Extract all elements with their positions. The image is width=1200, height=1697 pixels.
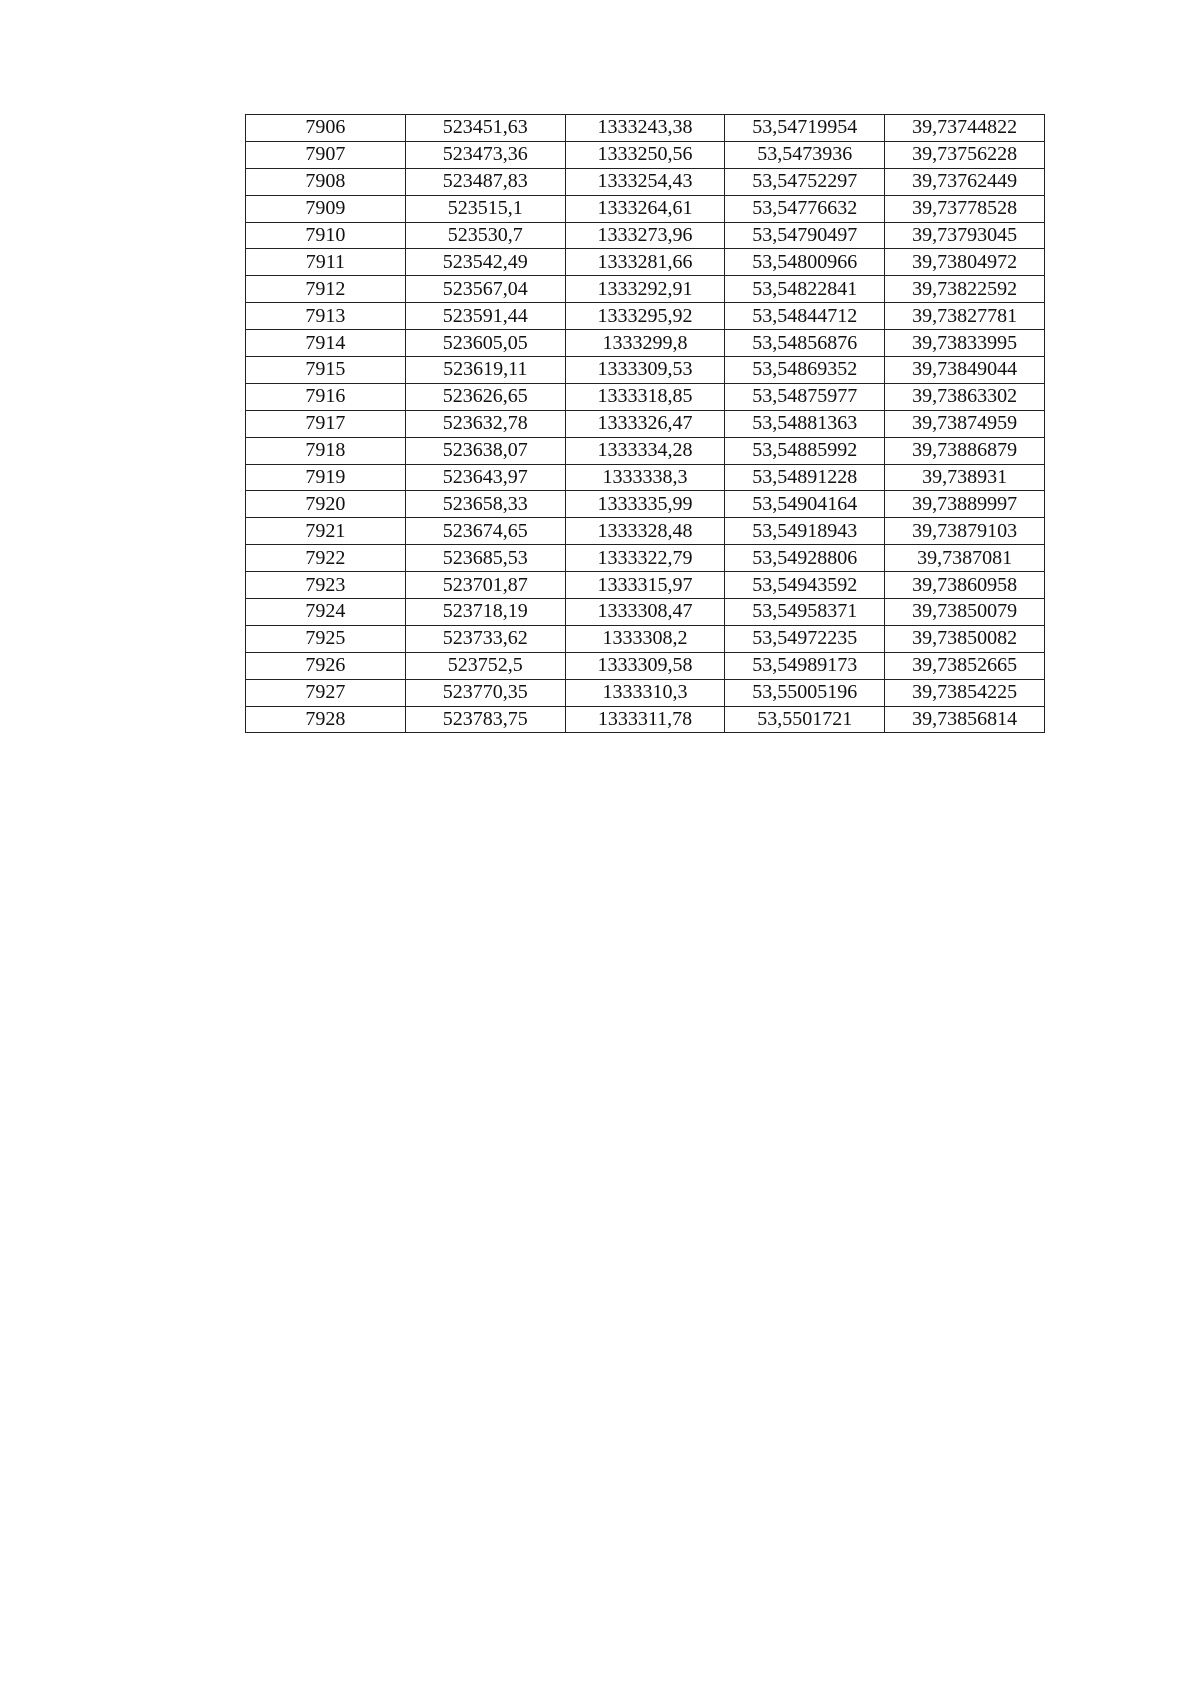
longitude-cell: 39,73822592: [885, 276, 1045, 303]
point-number-cell: 7922: [246, 545, 406, 572]
point-number-cell: 7910: [246, 222, 406, 249]
longitude-cell: 39,73854225: [885, 679, 1045, 706]
latitude-cell: 53,54844712: [725, 303, 885, 330]
point-number-cell: 7914: [246, 330, 406, 357]
y-coordinate-cell: 1333309,58: [565, 652, 725, 679]
y-coordinate-cell: 1333326,47: [565, 410, 725, 437]
x-coordinate-cell: 523473,36: [405, 141, 565, 168]
longitude-cell: 39,73833995: [885, 330, 1045, 357]
x-coordinate-cell: 523718,19: [405, 599, 565, 626]
longitude-cell: 39,73762449: [885, 168, 1045, 195]
table-row: [246, 195, 1045, 222]
point-number-cell: 7909: [246, 195, 406, 222]
x-coordinate-cell: 523685,53: [405, 545, 565, 572]
y-coordinate-cell: 1333308,2: [565, 625, 725, 652]
table-row: [246, 625, 1045, 652]
table-row: [246, 303, 1045, 330]
table-row: [246, 410, 1045, 437]
y-coordinate-cell: 1333334,28: [565, 437, 725, 464]
y-coordinate-cell: 1333243,38: [565, 115, 725, 142]
latitude-cell: 53,54918943: [725, 518, 885, 545]
coordinates-table: [245, 114, 1045, 733]
table-row: [246, 652, 1045, 679]
point-number-cell: 7913: [246, 303, 406, 330]
latitude-cell: 53,54989173: [725, 652, 885, 679]
longitude-cell: 39,73863302: [885, 383, 1045, 410]
point-number-cell: 7917: [246, 410, 406, 437]
point-number-cell: 7906: [246, 115, 406, 142]
longitude-cell: 39,73886879: [885, 437, 1045, 464]
x-coordinate-cell: 523567,04: [405, 276, 565, 303]
longitude-cell: 39,73827781: [885, 303, 1045, 330]
latitude-cell: 53,54943592: [725, 572, 885, 599]
longitude-cell: 39,73849044: [885, 357, 1045, 384]
table-row: [246, 276, 1045, 303]
table-row: [246, 330, 1045, 357]
latitude-cell: 53,54885992: [725, 437, 885, 464]
latitude-cell: 53,5473936: [725, 141, 885, 168]
x-coordinate-cell: 523733,62: [405, 625, 565, 652]
y-coordinate-cell: 1333281,66: [565, 249, 725, 276]
x-coordinate-cell: 523451,63: [405, 115, 565, 142]
y-coordinate-cell: 1333295,92: [565, 303, 725, 330]
latitude-cell: 53,54752297: [725, 168, 885, 195]
table-row: [246, 491, 1045, 518]
point-number-cell: 7925: [246, 625, 406, 652]
y-coordinate-cell: 1333311,78: [565, 706, 725, 733]
table-row: [246, 599, 1045, 626]
table-row: [246, 141, 1045, 168]
point-number-cell: 7916: [246, 383, 406, 410]
y-coordinate-cell: 1333310,3: [565, 679, 725, 706]
x-coordinate-cell: 523783,75: [405, 706, 565, 733]
table-body: [246, 115, 1045, 733]
longitude-cell: 39,73850082: [885, 625, 1045, 652]
point-number-cell: 7911: [246, 249, 406, 276]
longitude-cell: 39,73756228: [885, 141, 1045, 168]
y-coordinate-cell: 1333309,53: [565, 357, 725, 384]
latitude-cell: 53,5501721: [725, 706, 885, 733]
longitude-cell: 39,73744822: [885, 115, 1045, 142]
point-number-cell: 7923: [246, 572, 406, 599]
point-number-cell: 7924: [246, 599, 406, 626]
x-coordinate-cell: 523674,65: [405, 518, 565, 545]
x-coordinate-cell: 523626,65: [405, 383, 565, 410]
longitude-cell: 39,7387081: [885, 545, 1045, 572]
y-coordinate-cell: 1333318,85: [565, 383, 725, 410]
latitude-cell: 53,54869352: [725, 357, 885, 384]
x-coordinate-cell: 523770,35: [405, 679, 565, 706]
latitude-cell: 53,54891228: [725, 464, 885, 491]
point-number-cell: 7907: [246, 141, 406, 168]
point-number-cell: 7920: [246, 491, 406, 518]
point-number-cell: 7918: [246, 437, 406, 464]
latitude-cell: 53,54875977: [725, 383, 885, 410]
table-row: [246, 464, 1045, 491]
table-row: [246, 572, 1045, 599]
y-coordinate-cell: 1333328,48: [565, 518, 725, 545]
table-row: [246, 168, 1045, 195]
y-coordinate-cell: 1333315,97: [565, 572, 725, 599]
table-row: [246, 115, 1045, 142]
point-number-cell: 7912: [246, 276, 406, 303]
x-coordinate-cell: 523632,78: [405, 410, 565, 437]
y-coordinate-cell: 1333250,56: [565, 141, 725, 168]
point-number-cell: 7919: [246, 464, 406, 491]
table-row: [246, 383, 1045, 410]
latitude-cell: 53,54822841: [725, 276, 885, 303]
x-coordinate-cell: 523515,1: [405, 195, 565, 222]
table-row: [246, 222, 1045, 249]
longitude-cell: 39,73860958: [885, 572, 1045, 599]
point-number-cell: 7927: [246, 679, 406, 706]
latitude-cell: 53,54856876: [725, 330, 885, 357]
x-coordinate-cell: 523487,83: [405, 168, 565, 195]
x-coordinate-cell: 523701,87: [405, 572, 565, 599]
longitude-cell: 39,73874959: [885, 410, 1045, 437]
latitude-cell: 53,54800966: [725, 249, 885, 276]
latitude-cell: 53,54790497: [725, 222, 885, 249]
longitude-cell: 39,73778528: [885, 195, 1045, 222]
y-coordinate-cell: 1333299,8: [565, 330, 725, 357]
latitude-cell: 53,54719954: [725, 115, 885, 142]
table-row: [246, 249, 1045, 276]
latitude-cell: 53,54972235: [725, 625, 885, 652]
table-row: [246, 706, 1045, 733]
y-coordinate-cell: 1333338,3: [565, 464, 725, 491]
longitude-cell: 39,73879103: [885, 518, 1045, 545]
table-row: [246, 545, 1045, 572]
point-number-cell: 7908: [246, 168, 406, 195]
y-coordinate-cell: 1333322,79: [565, 545, 725, 572]
x-coordinate-cell: 523658,33: [405, 491, 565, 518]
longitude-cell: 39,73889997: [885, 491, 1045, 518]
table-row: [246, 518, 1045, 545]
table-row: [246, 679, 1045, 706]
x-coordinate-cell: 523530,7: [405, 222, 565, 249]
table-row: [246, 357, 1045, 384]
y-coordinate-cell: 1333264,61: [565, 195, 725, 222]
x-coordinate-cell: 523605,05: [405, 330, 565, 357]
x-coordinate-cell: 523591,44: [405, 303, 565, 330]
longitude-cell: 39,73852665: [885, 652, 1045, 679]
point-number-cell: 7928: [246, 706, 406, 733]
x-coordinate-cell: 523638,07: [405, 437, 565, 464]
point-number-cell: 7915: [246, 357, 406, 384]
latitude-cell: 53,55005196: [725, 679, 885, 706]
point-number-cell: 7926: [246, 652, 406, 679]
x-coordinate-cell: 523643,97: [405, 464, 565, 491]
y-coordinate-cell: 1333254,43: [565, 168, 725, 195]
point-number-cell: 7921: [246, 518, 406, 545]
y-coordinate-cell: 1333292,91: [565, 276, 725, 303]
x-coordinate-cell: 523619,11: [405, 357, 565, 384]
longitude-cell: 39,73856814: [885, 706, 1045, 733]
x-coordinate-cell: 523752,5: [405, 652, 565, 679]
y-coordinate-cell: 1333273,96: [565, 222, 725, 249]
longitude-cell: 39,738931: [885, 464, 1045, 491]
y-coordinate-cell: 1333308,47: [565, 599, 725, 626]
longitude-cell: 39,73804972: [885, 249, 1045, 276]
table-row: [246, 437, 1045, 464]
longitude-cell: 39,73850079: [885, 599, 1045, 626]
x-coordinate-cell: 523542,49: [405, 249, 565, 276]
latitude-cell: 53,54776632: [725, 195, 885, 222]
latitude-cell: 53,54958371: [725, 599, 885, 626]
latitude-cell: 53,54881363: [725, 410, 885, 437]
longitude-cell: 39,73793045: [885, 222, 1045, 249]
latitude-cell: 53,54904164: [725, 491, 885, 518]
latitude-cell: 53,54928806: [725, 545, 885, 572]
y-coordinate-cell: 1333335,99: [565, 491, 725, 518]
